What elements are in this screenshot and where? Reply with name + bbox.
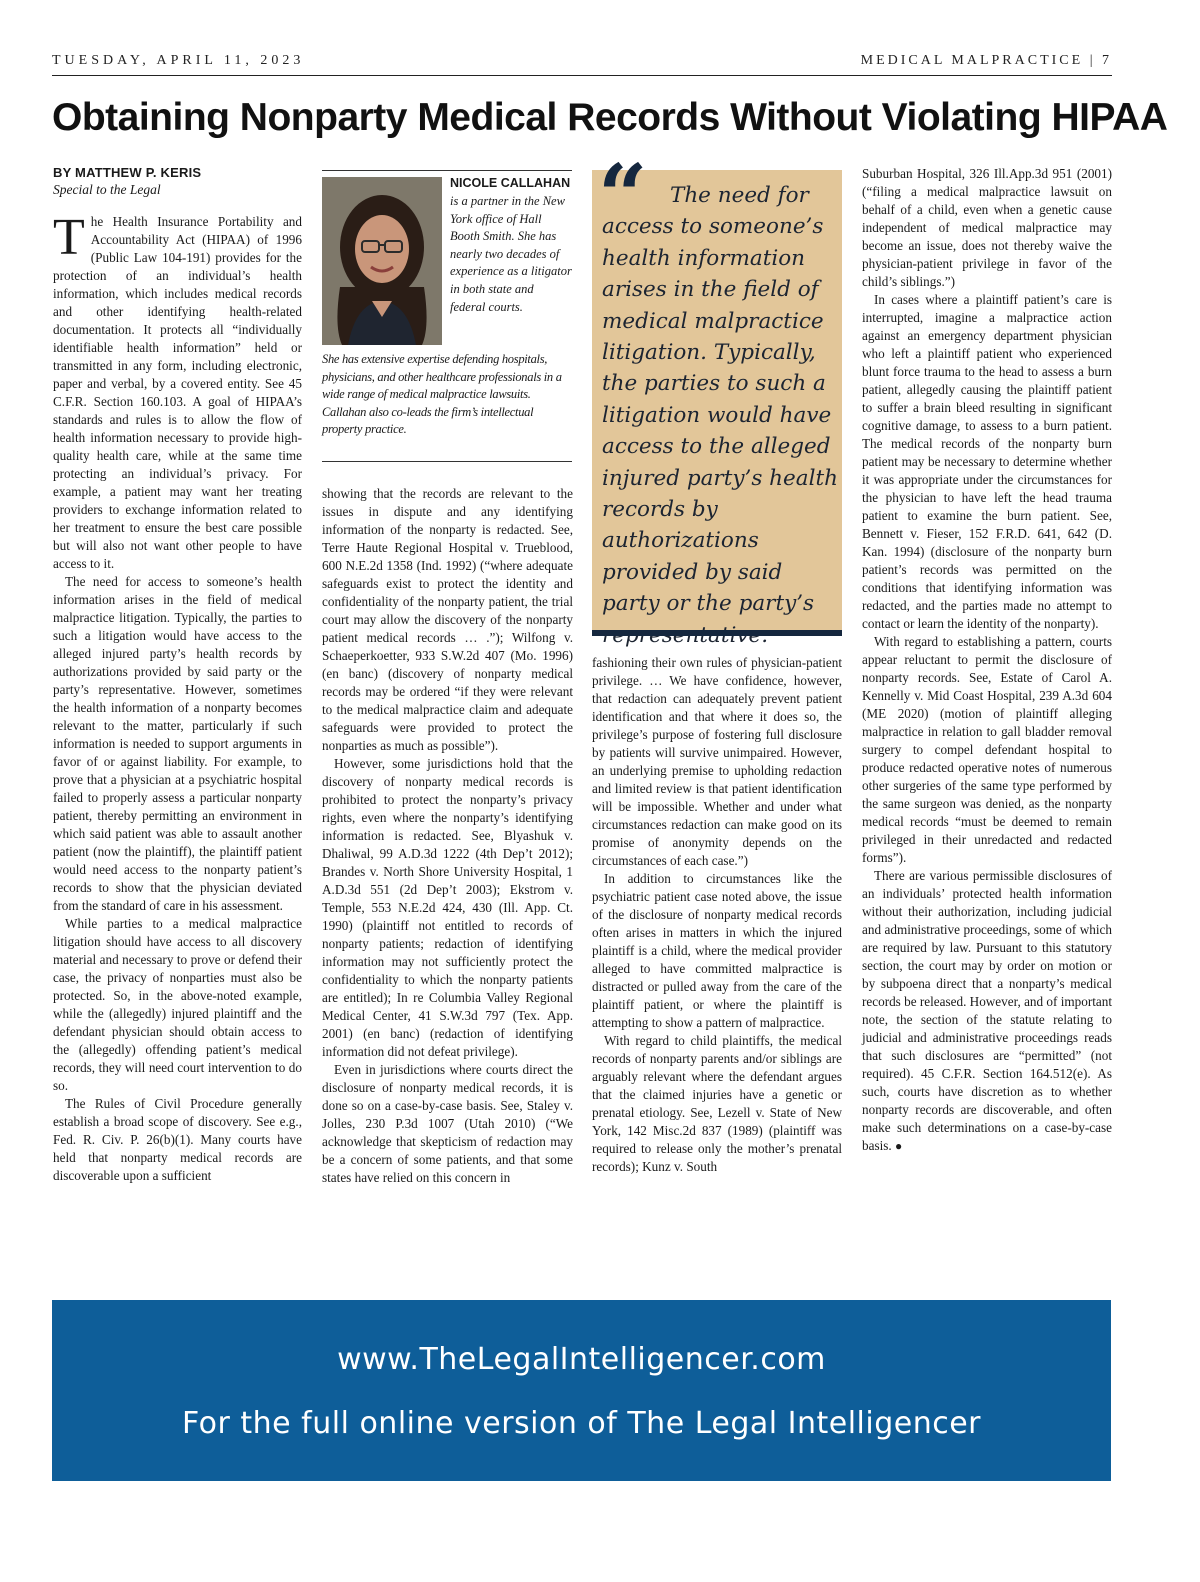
- banner-tagline: For the full online version of The Legal Intelligencer: [181, 1406, 982, 1441]
- article-column-4: [862, 165, 1112, 1155]
- page-header: [52, 51, 1112, 76]
- pull-quote-text: The need for access to someone’s health information arises in the field of medical malpractice litigation. Typically, the parties to such a litigation would have access to the alleged injured party’s health records by authorizations provided by said party or the party’s: [602, 183, 838, 617]
- article-column-2: [322, 485, 573, 1187]
- author-photo: [322, 177, 442, 345]
- paragraph: fashioning their own rules of physician-patient privilege. … We have confidence, however, that redaction can adequately prevent patient identification and that where it does so, the privilege’s purpose of fostering full disclosure by patients will survive unimpaired. However, an underlying premise to upholding redaction and limited review is that patient identification will be impossible. Whether and under what circumstances redaction can make good on its promise of anonymity depends on the circumstances of each case.”): [592, 655, 842, 868]
- paragraph: With regard to child plaintiffs, the medical records of nonparty parents and/or siblings are arguably relevant where the defendant argues that the claimed injuries have a genetic or prenatal etiology. See, Lezell v. State of New York, 142 Misc.2d 837 (1989) (plaintiff was required to release only the mother’s prenatal records); Kunz v. South: [592, 1033, 842, 1174]
- article-column-3: [592, 654, 842, 1176]
- paragraph: There are various permissible disclosures of an individuals’ protected health information without their authorization, including judicial and administrative proceedings, some of which are required by law. Pursuant to this statutory section, the court may by order on motion or by subpoena direct that a nonparty’s medical records be released. However, and of important note, the section of the statute relating to judicial and administrative proceedings reads that such disclosures are “permitted” (not required). 45 C.F.R. Section 164.512(e). As such, courts have discretion as to whether nonparty records are discoverable, and often make such determinations on a case-by-case basis. ●: [862, 868, 1112, 1153]
- article-column-1: [53, 165, 302, 1185]
- quote-mark-icon: “: [598, 146, 648, 247]
- paragraph: While parties to a medical malpractice litigation should have access to all discovery material and necessary to prove or defend their case, the privacy of nonparties must also be protected. So, in the above-noted example, while the (allegedly) injured plaintiff and the defendant physician should obtain access to the (allegedly) offending patient’s medical records, they will need court intervention to do so.: [53, 916, 302, 1093]
- paragraph: However, some jurisdictions hold that the discovery of nonparty medical records is prohibited to protect the nonparty’s privacy rights, even where the nonparty’s identifying information is redacted. See, Blyashuk v. Dhaliwal, 99 A.D.3d 1222 (4th Dep’t 2012); Brandes v. North Shore University Hospital, 1 A.D.3d 551 (2d Dep’t 2003); Ekstrom v. Temple, 553 N.E.2d 424, 430 (Ill. App. Ct. 1990) (plaintiff not entitled to records of nonparty patients; redaction of identifying information may not sufficiently protect the confidentiality to which the nonparty patients are entitled); In re Columbia Valley Regional Medical Center, 41 S.W.3d 797 (Tex. App. 2001) (en banc) (redaction of identifying information did not defeat privilege).: [322, 756, 573, 1059]
- pull-quote-rule: [592, 630, 842, 636]
- author-bio-intro: is a partner in the New York office of Hall Booth Smith. She has nearly two decades of experience as a litigator in both state and federal courts.: [450, 194, 572, 314]
- paragraph: Suburban Hospital, 326 Ill.App.3d 951 (2001)(“filing a medical malpractice lawsuit on behalf of a child, even when a genetic cause independent of medical malpractice may become an issue, does not thereby waive the physician-patient privilege in favor of the child’s siblings.”): [862, 166, 1112, 289]
- article-headline: Obtaining Nonparty Medical Records Without Violating HIPAA: [52, 96, 1168, 139]
- paragraph: With regard to establishing a pattern, courts appear reluctant to permit the disclosure of nonparty records. See, Estate of Carol A. Kennelly v. Mid Coast Hospital, 239 A.3d 604 (ME 2020) (motion of plaintiff alleging malpractice in relation to gall bladder removal surgery to compel defendant hospital to produce redacted operative notes of numerous other surgeries of the same type performed by the same surgeon was denied, as the nonparty medical records “must be deemed to remain privileged in their unredacted and redacted forms”).: [862, 634, 1112, 865]
- paragraph: In addition to circumstances like the psychiatric patient case noted above, the issue of the disclosure of nonparty medical records often arises in matters in which the injured plaintiff is a child, where the medical provider alleged to have committed malpractice is distracted or pulled away from the care of the plaintiff patient, or where the plaintiff is attempting to show a pattern of malpractice.: [592, 871, 842, 1030]
- section-page-label: MEDICAL MALPRACTICE | 7: [860, 53, 1112, 68]
- drop-cap: T: [53, 209, 85, 266]
- pull-quote-box: [592, 146, 842, 630]
- paragraph: The need for access to someone’s health information arises in the field of medical malpractice litigation. Typically, the parties to such a litigation would have access to the alleged injured party’s health records by authorizations provided by said party or the party’s representative. However, sometimes the health information of a nonparty becomes relevant to the matter, particularly if such information is needed to support arguments in favor of or against liability. For example, to prove that a physician at a psychiatric hospital failed to properly assess a particular nonparty patient, thereby permitting an environment in which said patient was able to assault another patient (now the plaintiff), the plaintiff patient would need access to the nonparty patient’s records to show that the physician deviated from the standard of care in his assessment.: [53, 574, 302, 913]
- author-portrait-illustration: [322, 177, 442, 345]
- website-link[interactable]: www.TheLegalIntelligencer.com: [337, 1342, 826, 1377]
- end-mark-icon: ●: [894, 1139, 903, 1153]
- issue-date: TUESDAY, APRIL 11, 2023: [52, 53, 305, 68]
- author-name: NICOLE CALLAHAN: [450, 176, 571, 190]
- byline-credit: Special to the Legal: [53, 182, 161, 197]
- paragraph: In cases where a plaintiff patient’s care is interrupted, imagine a malpractice action against an emergency department physician who left a plaintiff patient who experienced blunt force trauma to the head to assess a burn patient, allegedly causing the plaintiff patient to suffer a brain bleed resulting in significant cognitive damage, to assess to a burn patient. The medical records of the nonparty burn patient may be necessary to determine whether it was appropriate under the circumstances for the physician to have left the head trauma patient to examine the burn patient. See, Bennett v. Fieser, 152 F.R.D. 641, 642 (D. Kan. 1994) (disclosure of the nonparty burn patient’s records was permitted on the conditions that identifying information was redacted, and the parties made no attempt to contact or learn the identity of the nonparty).: [862, 292, 1112, 631]
- promo-banner[interactable]: [52, 1300, 1111, 1481]
- author-bio-details: She has extensive expertise defending hospitals, physicians, and other healthcare professionals in a wide range of medical malpractice lawsuits. Callahan also co-leads the firm’s intellectual property practice.: [322, 352, 562, 437]
- author-bio-box: [322, 170, 572, 462]
- paragraph: Even in jurisdictions where courts direct the disclosure of nonparty medical records, it is done so on a case-by-case basis. See, Staley v. Jolles, 230 P.3d 1007 (Utah 2010) (“We acknowledge that skepticism of redaction may be a concern of some patients, and that some states have relied on this concern in: [322, 1062, 573, 1185]
- paragraph: The Health Insurance Portability and Accountability Act (HIPAA) of 1996 (Public Law 104-191) provides for the protection of an individual’s health information, which includes medical records and other identifying health-related documentation. It protects all “individually identifiable health information” held or transmitted in any form, including electronic, paper and verbal, by a covered entity. See 45 C.F.R. Section 160.103. A goal of HIPAA’s standards and rules is to allow the flow of health information necessary to provide high-quality health care, while at the same time protecting an individual’s privacy. For example, a patient may want her treating providers to exchange information related to her treatment to ensure the best care possible but will also not want other people to have access to it.: [53, 209, 302, 571]
- paragraph: The Rules of Civil Procedure generally establish a broad scope of discovery. See e.g., Fed. R. Civ. P. 26(b)(1). Many courts have held that nonparty medical records are discoverable upon a sufficient: [53, 1096, 302, 1183]
- paragraph: showing that the records are relevant to the issues in dispute and any identifying information of the nonparty is redacted. See, Terre Haute Regional Hospital v. Trueblood, 600 N.E.2d 1358 (Ind. 1992) (“where adequate safeguards exist to protect the identity and confidentiality of the nonparty patient, the trial court may allow the discovery of the nonparty patient medical records … .”); Wilfong v. Schaeperkoetter, 933 S.W.2d 407 (Mo. 1996) (en banc) (discovery of nonparty medical records may be ordered “if they were relevant to the medical malpractice claim and adequate safeguards were provided to protect the nonparties as much as possible”).: [322, 486, 573, 753]
- byline: BY MATTHEW P. KERIS: [53, 165, 202, 180]
